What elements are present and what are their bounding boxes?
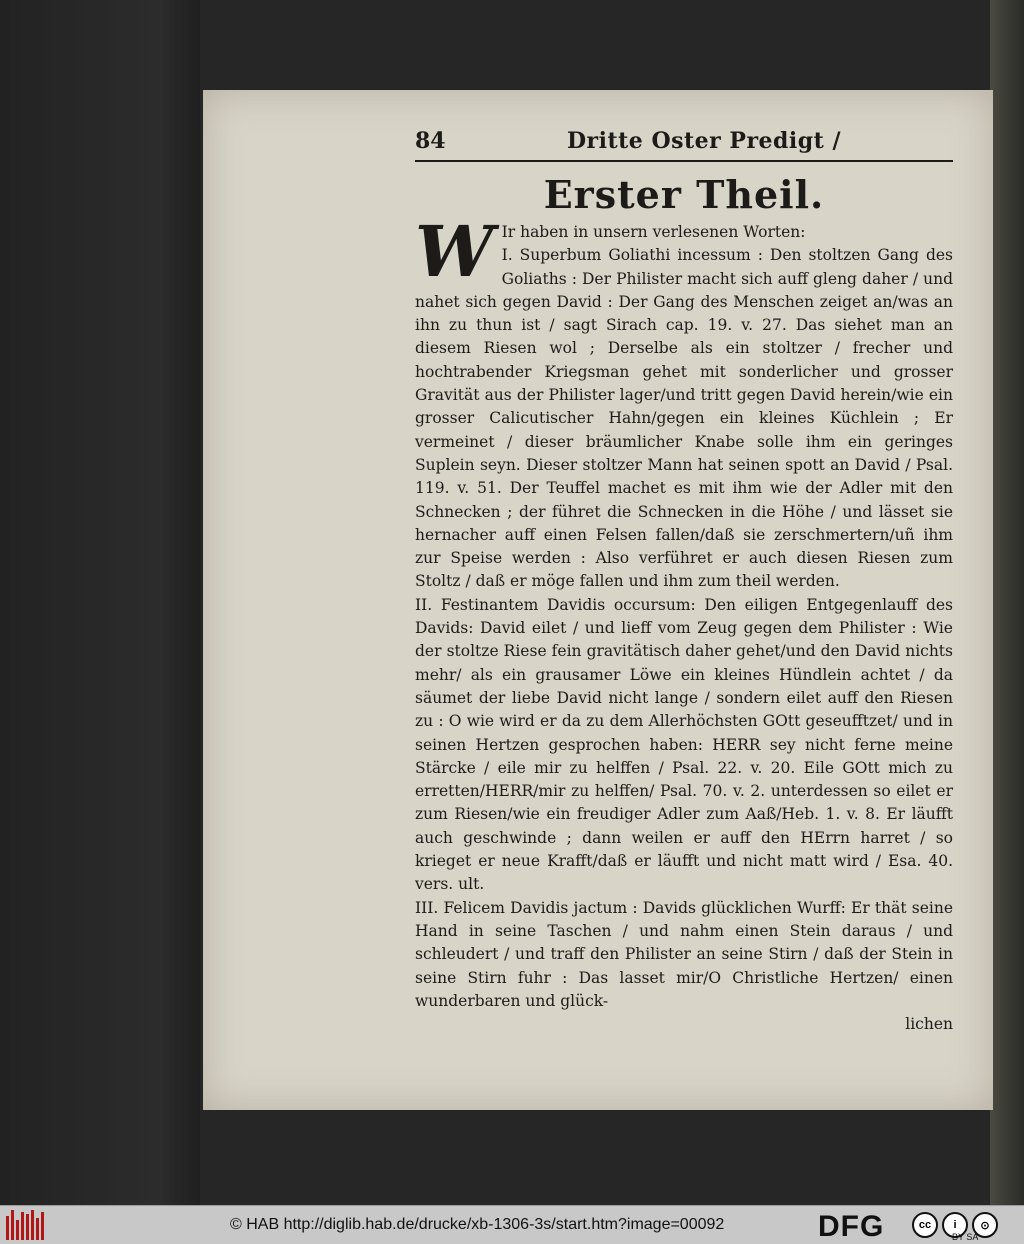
book-gutter-shadow (0, 0, 200, 1205)
paragraph: II. Festinantem Davidis occursum: Den eiligen Entgegenlauff des Davids: David eilet / und lieff vom Zeug gegen dem Philister : Wie der stoltze Riese fein gravitätisch daher gehet/und den David nichts mehr/ als ein grausamer Löwe ein kleines Hündlein achtet / da säumet der liebe David nicht lange / sondern eilet auff den Riesen zu : O wie wird er da zu dem Allerhöchsten GOtt geseufftzet/ und in seinen Hertzen gesprochen haben: HERR sey nicht ferne meine Stärcke / eile mir zu helffen / Psal. 22. v. 20. Eile GOtt mich zu erretten/HERR/mir zu helffen/ Psal. 70. v. 2. unterdessen so eilet er zum Riesen/wie ein freudiger Adler zum Aaß/Heb. 1. v. 8. Er läufft auch geschwinde ; dann weilen er auff den HErrn harret / so krieget er neue Krafft/daß er läufft und nicht matt wird / Esa. 40. vers. ult. (415, 595, 953, 894)
catchword: lichen (905, 1015, 953, 1034)
paragraph: Ir haben in unsern verlesenen Worten: (501, 223, 806, 241)
book-edge (990, 0, 1024, 1205)
dfg-logo[interactable]: DFG (818, 1210, 885, 1243)
page-content (415, 128, 953, 1036)
decorated-initial: W (415, 210, 494, 293)
creative-commons-badge[interactable] (912, 1210, 1020, 1240)
by-icon: i (942, 1212, 968, 1238)
section-title: Erster Theil. (543, 172, 825, 217)
hab-logo-icon[interactable] (6, 1210, 50, 1240)
copyright-link[interactable]: © HAB http://diglib.hab.de/drucke/xb-1306-3s/start.htm?image=00092 (230, 1216, 725, 1233)
cc-icon: cc (912, 1212, 938, 1238)
license-label: BY SA (952, 1232, 979, 1242)
viewer-footer (0, 1205, 1024, 1244)
page-header (415, 128, 953, 162)
sa-icon: ⊙ (972, 1212, 998, 1238)
body-text (415, 210, 953, 1036)
paragraph: III. Felicem Davidis jactum : Davids glücklichen Wurff: Er thät seine Hand in seine Taschen / und nahm einen Stein daraus / und schleudert / und traff den Philister an seine Stirn / daß der Stein in seine Stirn fuhr : Das lasset mir/O Christliche Hertzen/ einen wunderbaren und glück- (415, 898, 953, 1010)
paragraph: I. Superbum Goliathi incessum : Den stoltzen Gang des Goliaths : Der Philister macht sich auff gleng daher / und nahet sich gegen David : Der Gang des Menschen zeiget an/was an ihn zu thun ist / sagt Sirach cap. 19. v. 27. Das siehet man an diesem Riesen wol ; Derselbe als ein stoltzer / frecher und hochtrabender Kriegsman gehet mit sonderlicher und grosser Gravität aus der Philister lager/und tritt gegen David herein/wie ein grosser Calicutischer Hahn/gegen ein kleines Küchlein ; Er vermeinet / dieser bräumlicher Knabe solle ihm ein geringes Suplein seyn. Dieser stoltzer Mann hat seinen spott an David / Psal. 119. v. 51. Der Teuffel machet es mit ihm wie der Adler mit den Schnecken ; der führet die Schnecken in die Höhe / und lässet sie hernacher auff einen Felsen fallen/daß sie zerschmertern/uñ ihm zur Speise werden : Also verführet er auch diesen Riesen zum Stoltz / daß er möge fallen und ihm zum theil werden. (415, 246, 953, 591)
page-number: 84 (415, 128, 446, 154)
running-title: Dritte Oster Predigt / (566, 128, 842, 154)
